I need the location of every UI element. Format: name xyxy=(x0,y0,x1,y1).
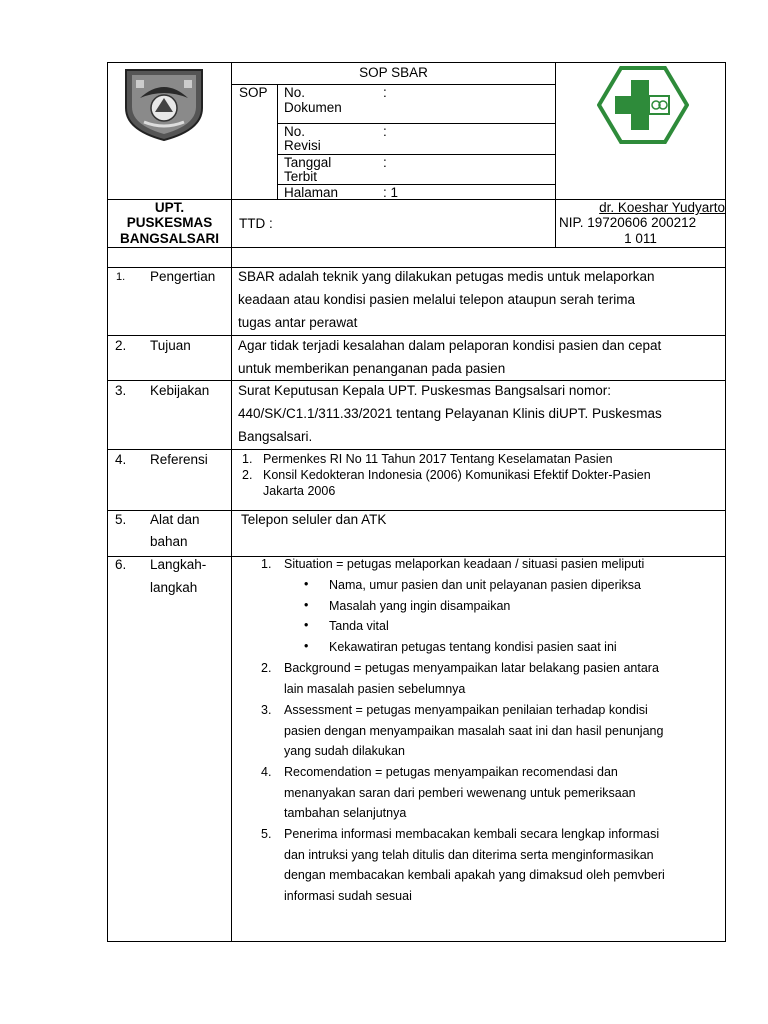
bullet-icon: • xyxy=(304,639,309,653)
step-line: Assessment = petugas menyampaikan penilaian terhadap kondisi xyxy=(284,703,648,717)
issue-date-label-2: Terbit xyxy=(284,169,318,184)
body-line: Surat Keputusan Kepala UPT. Puskesmas Bangsalsari nomor: xyxy=(238,383,611,398)
revision-label-2: Revisi xyxy=(284,138,321,153)
step-line: Recomendation = petugas menyampaikan recomendasi dan xyxy=(284,765,618,779)
bullet-icon: • xyxy=(304,577,309,591)
body-line: Agar tidak terjadi kesalahan dalam pelaporan kondisi pasien dan cepat xyxy=(238,338,662,353)
bullet-item: Nama, umur pasien dan unit pelayanan pasien diperiksa xyxy=(329,578,641,592)
org-line-1: UPT. xyxy=(154,200,185,215)
step-number: 5. xyxy=(261,827,272,841)
section-number: 2. xyxy=(115,338,127,353)
step-line: informasi sudah sesuai xyxy=(284,889,412,903)
bullet-item: Masalah yang ingin disampaikan xyxy=(329,599,511,613)
section-label: Kebijakan xyxy=(150,383,210,398)
regency-crest-icon xyxy=(122,68,206,142)
bullet-icon: • xyxy=(304,618,309,632)
page-label: Halaman xyxy=(284,185,339,200)
sop-label: SOP xyxy=(239,85,268,100)
reference-number: 2. xyxy=(242,468,253,482)
reference-item: Jakarta 2006 xyxy=(263,484,336,498)
issue-date-label: Tanggal xyxy=(284,155,332,170)
section-number: 4. xyxy=(115,452,127,467)
step-number: 4. xyxy=(261,765,272,779)
body-line: Telepon seluler dan ATK xyxy=(241,512,387,527)
step-line: dengan membacakan kembali apakah yang dimaksud oleh pemvberi xyxy=(284,868,665,882)
reference-number: 1. xyxy=(242,452,253,466)
step-number: 2. xyxy=(261,661,272,675)
body-line: Bangsalsari. xyxy=(238,429,313,444)
section-number: 3. xyxy=(115,383,127,398)
reference-item: Konsil Kedokteran Indonesia (2006) Komunikasi Efektif Dokter-Pasien xyxy=(263,468,651,482)
bullet-item: Tanda vital xyxy=(329,619,389,633)
section-number: 1. xyxy=(116,271,126,283)
signer-nip: NIP. 19720606 200212 xyxy=(559,215,697,230)
step-line: yang sudah dilakukan xyxy=(284,744,405,758)
section-label-2: langkah xyxy=(150,580,198,595)
step-number: 3. xyxy=(261,703,272,717)
doc-number-colon: : xyxy=(383,85,387,100)
step-line: pasien dengan menyampaikan masalah saat ini dan hasil penunjang xyxy=(284,724,664,738)
section-label: Referensi xyxy=(150,452,208,467)
org-line-2: PUSKESMAS xyxy=(126,215,213,230)
signer-name: dr. Koeshar Yudyarto xyxy=(599,200,725,215)
section-number: 5. xyxy=(115,512,127,527)
issue-date-colon: : xyxy=(383,155,387,170)
page-colon: : 1 xyxy=(383,185,399,200)
org-line-3: BANGSALSARI xyxy=(119,231,219,246)
puskesmas-cross-icon xyxy=(597,66,689,144)
body-line: tugas antar perawat xyxy=(238,315,358,330)
step-line: Background = petugas menyampaikan latar belakang pasien antara xyxy=(284,661,659,675)
body-line: keadaan atau kondisi pasien melalui telepon ataupun serah terima xyxy=(238,292,636,307)
reference-item: Permenkes RI No 11 Tahun 2017 Tentang Keselamatan Pasien xyxy=(263,452,613,466)
step-line: menanyakan saran dari pemberi wewenang untuk pemeriksaan xyxy=(284,786,636,800)
signature-label: TTD : xyxy=(239,216,273,231)
section-label: Tujuan xyxy=(150,338,191,353)
step-line: Penerima informasi membacakan kembali secara lengkap informasi xyxy=(284,827,660,841)
doc-number-label-2: Dokumen xyxy=(284,100,342,115)
section-label-2: bahan xyxy=(150,534,188,549)
revision-label: No. xyxy=(284,124,306,139)
step-line: tambahan selanjutnya xyxy=(284,806,407,820)
doc-number-label: No. xyxy=(284,85,306,100)
step-line: lain masalah pasien sebelumnya xyxy=(284,682,466,696)
section-label: Alat dan xyxy=(150,512,200,527)
bullet-icon: • xyxy=(304,598,309,612)
bullet-item: Kekawatiran petugas tentang kondisi pasien saat ini xyxy=(329,640,617,654)
sop-title: SOP SBAR xyxy=(359,65,428,80)
section-label: Pengertian xyxy=(150,269,216,284)
section-label: Langkah- xyxy=(150,557,207,572)
step-number: 1. xyxy=(261,557,272,571)
body-line: SBAR adalah teknik yang dilakukan petugas medis untuk melaporkan xyxy=(238,269,655,284)
body-line: untuk memberikan penanganan pada pasien xyxy=(238,361,506,376)
signer-nip-2: 1 011 xyxy=(624,231,657,246)
revision-colon: : xyxy=(383,124,387,139)
body-line: 440/SK/C1.1/311.33/2021 tentang Pelayanan Klinis diUPT. Puskesmas xyxy=(238,406,662,421)
step-line: dan intruksi yang telah ditulis dan diterima serta menginformasikan xyxy=(284,848,654,862)
section-number: 6. xyxy=(115,557,127,572)
step-line: Situation = petugas melaporkan keadaan / situasi pasien meliputi xyxy=(284,557,645,571)
